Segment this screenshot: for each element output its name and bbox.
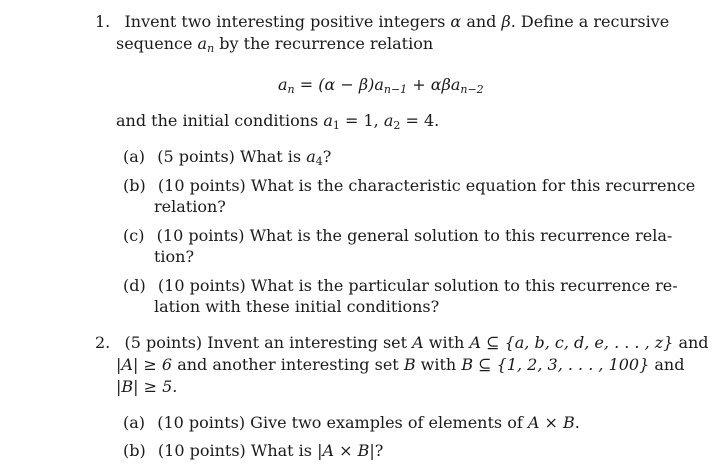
- problem-2-line-3: [116, 377, 177, 397]
- part-1a-label: (a): [123, 147, 146, 166]
- problem-1-intro-tail: . Define a recursive: [510, 12, 670, 31]
- part-1a-text: (5 points) What is: [157, 147, 302, 166]
- part-1c-label: (c): [123, 226, 145, 245]
- and-word: and: [466, 12, 497, 31]
- eq-lhs-sub: n: [287, 83, 295, 96]
- problem-2-number: 2.: [95, 333, 111, 352]
- sequence-word: sequence: [116, 34, 193, 53]
- part-1d-line-1: [123, 276, 678, 296]
- and-word-1: and: [678, 333, 709, 352]
- init-val2: = 4.: [400, 111, 440, 130]
- part-1b-text: (10 points) What is the characteristic equation for this recurrence: [157, 176, 696, 195]
- problem-1-intro-text: Invent two interesting positive integers: [124, 12, 446, 31]
- init-sub1: 1: [332, 119, 340, 132]
- part-1b-text-cont: relation?: [154, 197, 226, 216]
- part-1b-line-1: [123, 176, 695, 196]
- part-1a-sub: 4: [315, 155, 323, 168]
- set-b-def: B ⊆ {1, 2, 3, . . . , 100}: [461, 355, 650, 374]
- init-val1: = 1,: [339, 111, 384, 130]
- part-1d-line-2: [154, 297, 439, 317]
- part-2b: [123, 441, 383, 461]
- part-2b-expr: |A × B|: [317, 441, 375, 460]
- eq-lhs: a: [278, 75, 288, 94]
- part-2a-tail: .: [574, 413, 580, 432]
- eq-rhs-sub: n−2: [460, 83, 484, 96]
- init-a1: a: [323, 111, 333, 130]
- set-b-card: |B| ≥ 5.: [116, 377, 178, 396]
- part-2a-expr: A × B: [527, 413, 575, 432]
- part-1d-text-cont: lation with these initial conditions?: [154, 297, 440, 316]
- problem-1-line-2: [116, 34, 433, 54]
- eq-rhs: + αβa: [407, 75, 461, 94]
- part-2b-label: (b): [123, 441, 146, 460]
- part-1b-label: (b): [123, 176, 146, 195]
- init-text: and the initial conditions: [116, 111, 319, 130]
- part-1b-line-2: [154, 197, 226, 217]
- part-2b-text: (10 points) What is: [157, 441, 313, 460]
- part-1c-line-1: [123, 226, 672, 246]
- part-1a-tail: ?: [322, 147, 332, 166]
- init-a2: a: [383, 111, 394, 130]
- part-2a: [123, 413, 580, 433]
- initial-conditions: [116, 111, 439, 131]
- eq-mid-sub: n−1: [383, 83, 408, 96]
- part-1c-line-2: [154, 247, 194, 267]
- problem-1-line-1: [95, 12, 669, 32]
- sequence-var: a: [197, 34, 208, 53]
- set-b-symbol: B: [403, 355, 416, 374]
- part-1c-text-cont: tion?: [154, 247, 195, 266]
- problem-2-line-1: [95, 333, 709, 353]
- set-a-symbol: A: [412, 333, 424, 352]
- part-1a: [123, 147, 331, 167]
- problem-2-line-2: [116, 355, 684, 375]
- part-1c-text: (10 points) What is the general solution to this recurrence rela-: [156, 226, 673, 245]
- part-1d-text: (10 points) What is the particular solution to this recurrence re-: [157, 276, 678, 295]
- problem-1-number: 1.: [95, 12, 111, 31]
- part-1a-var: a: [306, 147, 316, 166]
- recurrence-text: by the recurrence relation: [219, 34, 434, 53]
- part-2b-tail: ?: [374, 441, 384, 460]
- eq-mid: = (α − β)a: [294, 75, 384, 94]
- part-2a-text: (10 points) Give two examples of elements of: [157, 413, 523, 432]
- and-word-2: and: [654, 355, 685, 374]
- alpha-symbol: α: [450, 12, 462, 31]
- set-a-def: A ⊆ {a, b, c, d, e, . . . , z}: [469, 333, 674, 352]
- part-1d-label: (d): [123, 276, 146, 295]
- with-word-1: with: [428, 333, 465, 352]
- recurrence-equation: [278, 75, 484, 95]
- set-a-card: |A| ≥ 6: [116, 355, 173, 374]
- beta-symbol: β: [501, 12, 511, 31]
- with-word-2: with: [420, 355, 457, 374]
- part-2a-label: (a): [123, 413, 146, 432]
- init-sub2: 2: [393, 119, 401, 132]
- another-set-text: and another interesting set: [177, 355, 399, 374]
- sequence-sub: n: [207, 42, 215, 55]
- problem-2-text: (5 points) Invent an interesting set: [124, 333, 408, 352]
